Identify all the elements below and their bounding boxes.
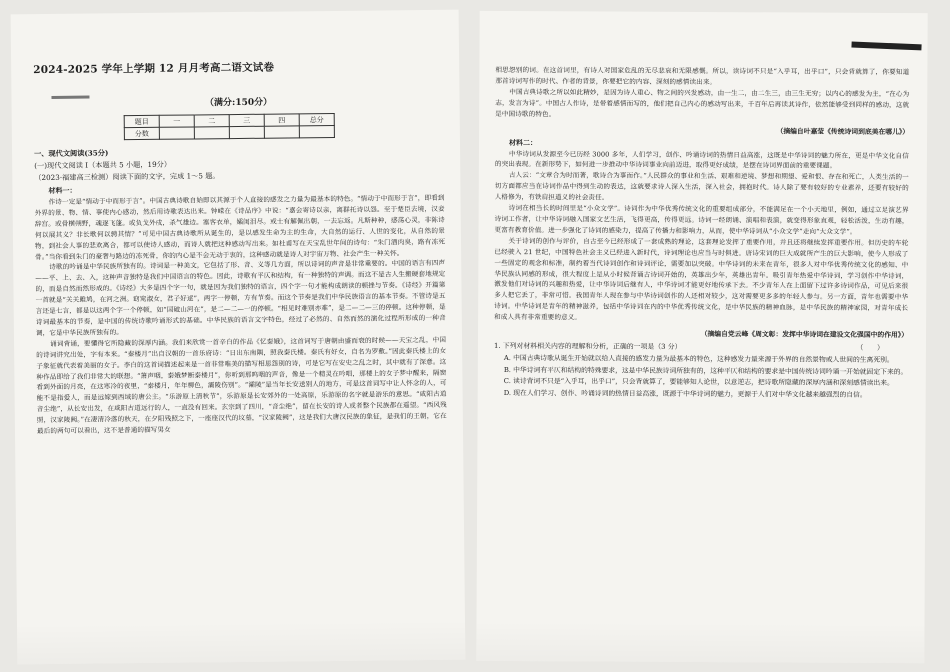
answer-blank: （ ） bbox=[856, 343, 884, 352]
score-cell: 总分 bbox=[299, 113, 334, 125]
score-cell bbox=[194, 127, 229, 139]
option-b: B. 中华诗词有平仄和结构的特殊要求，这是中华民族诗词所独有的，这种平仄和结构的要求是中国传统诗词吟诵一开始就固定下来的。 bbox=[503, 365, 908, 376]
left-exam-page bbox=[11, 10, 466, 665]
score-cell bbox=[264, 126, 299, 138]
page-shadow bbox=[17, 620, 465, 665]
material-label: 材料二： bbox=[508, 137, 538, 147]
body-paragraph: 古人云：“文章合为时而著，歌诗合为事而作。”人民群众的事业和生活、艰难和逆境、梦想和期望、爱和恨、存在和死亡，人类生活的一切方面都应当在诗词作品中得到生动的表达，这就要求诗人深入生活，深入社会，拥抱时代。诗人除了要有较好的专业素养，还要有较好的人格修为，有铁肩担道义的社会责任。 bbox=[494, 171, 909, 202]
option-a: A. 中国古典诗歌从诞生开始就以给人直接的感发力量为最基本的特色，这种感发力量来源于外界的自然景物或人世间的生离死别。 bbox=[503, 353, 894, 364]
citation: （摘编自党云峰《周文彰：发挥中华诗词在建设文化强国中的作用》） bbox=[700, 330, 909, 340]
body-paragraph: 诗歌的吟诵是中华民族所独有的。诗词是一种美文，它包括了形、音、义等几方面，所以诗词的声音是非常重要的。中国的语言有四声——平、上、去、入，这种声音独特是我们中国语言的特色。因此，诗歌有平仄和结构，有一种独特的声调。而这不是古人生搬硬套地规定的，而是自然而然形成的。《诗经》大多是四个字一句，就是因为我们独特的语言，四个字一句才能构成朗读的顿挫与节奏。《诗经》开篇第一首就是“关关雎鸠，在河之洲。窈窕淑女，君子好逑”，两字一停顿，方有节奏。而这个节奏是我们中华民族语言的基本节奏。不管诗是五言还是七言，都是以这两个字一个停顿，如“国破山河在”，是二—二—一的停顿。“相见时难别亦难”，是二—二—三的停顿。这种停顿，是诗词最基本的节奏，是中国的传统诗歌吟诵形式的基础。中华民族的语言文字特色，经过了必然的、自然而然的演化过程所形成的一种音调，它是中华民族所独有的。 bbox=[35, 259, 446, 337]
option-c: C. 读诗背词不只是“入乎耳，出乎口”，只会背就算了，要能够知人论世，以意逆志，把诗歌所隐藏的深厚内涵和深刻感情读出来。 bbox=[503, 377, 894, 388]
section-subheading: (一)现代文阅读 I（本题共 5 小题，19分） bbox=[34, 159, 172, 171]
score-table-value-row bbox=[124, 125, 334, 139]
score-cell: 分数 bbox=[124, 127, 159, 139]
score-cell: 题目 bbox=[124, 115, 159, 127]
scan-mark bbox=[851, 42, 921, 51]
score-cell: 三 bbox=[229, 114, 264, 126]
score-cell bbox=[229, 126, 264, 138]
body-paragraph: 中华诗词从发源至今已历经 3000 多年，人们学习，创作、吟诵诗词的热情日益高涨，这既是中华诗词的魅力所在，更是中华文化自信的突出表现。在新形势下，如何进一步推动中华诗词事业向前迈进，取得更好成绩，是摆在诗词界面前的重要课题。 bbox=[494, 149, 909, 171]
page-shadow bbox=[476, 621, 924, 663]
scan-mark bbox=[51, 96, 89, 99]
score-cell: 四 bbox=[264, 114, 299, 126]
right-exam-page bbox=[476, 11, 927, 663]
body-paragraph: 中国古典诗歌之所以如此精妙，是因为诗人重心、物之间的兴发感动，由一生二，由二生三，由三生无穷；以内心的感发为主，“在心为志，发言为诗”。中国古人作诗，是带着感情而写的，他们把自己内心的感动写出来，千百年后再读其诗作，依然能够受到同样的感动，这就是中国诗歌的特色。 bbox=[495, 87, 910, 118]
section-heading: 一、现代文阅读(35分) bbox=[34, 148, 109, 159]
score-cell: 二 bbox=[194, 115, 229, 127]
body-paragraph: 诗词在相当长的时间里是“小众文学”。诗词作为中华优秀传统文化的重要组成部分，不能满足在一个小天地里，例如，通过立足演艺界诗词工作者，让中华诗词融入国家文艺生活，飞得更高，传得更远。诗词一经朗诵、演唱和表演，就变得形象直观，轻松活泼，生动有趣，更富有教育价值。进一步强化了诗词的感染力，提高了传播力和影响力，从而，使中华诗词从“小众文学”走向“大众文学”。 bbox=[494, 204, 909, 236]
score-table bbox=[124, 113, 335, 140]
reading-instruction: （2023·福建高三检测）阅读下面的文字，完成 1～5 题。 bbox=[34, 171, 220, 183]
score-cell bbox=[159, 127, 194, 139]
citation: （摘编自叶嘉莹《传统诗词到底美在哪儿》） bbox=[776, 126, 910, 136]
exam-title: 2024-2025 学年上学期 12 月月考高二语文试卷 bbox=[33, 61, 275, 77]
full-score: （满分:150分） bbox=[204, 97, 273, 109]
score-cell bbox=[299, 125, 334, 137]
body-paragraph: 相思怨别的词。在这首词里，有诗人对国家危乱的无尽悲哀和无限感慨。所以，读诗词不只是“入乎耳，出乎口”，只会背就算了，你要知道那首诗词写作的时代、作者的背景，你要把它的内容、深刻的感情读出来。 bbox=[495, 65, 910, 86]
option-d: D. 现在人们学习、创作、吟诵诗词的热情日益高涨，既源于中华诗词的魅力，更源于人们对中华文化越来越强烈的自信。 bbox=[503, 389, 867, 400]
body-paragraph: 作诗一定是“情动于中而形于言”。中国古典诗歌自始即以其源于个人直接的感发之力量为最基本的特色。“情动于中而形于言”，即看到外界的景、物、情、事使内心感动，然后用诗歌表达出来。钟嵘在《诗品序》中说：“嘉会寄诗以亲，离群托诗以怨。至于楚臣去境，汉妾辞宫。或骨横朔野，魂逐飞蓬。或负戈外戍，杀气雄边。塞客衣单，孀闺泪尽。或士有解佩出朝，一去忘返。凡斯种种，感荡心灵，非陈诗何以展其义？非长歌何以骋其情？”可见中国古典诗歌所从诞生的，是以感发生命为主的生命，大自然的运行、人世的变化，从自然的景物，到社会人事的悲欢离合，都可以使诗人感动，而诗人就把这种感动写出来。如杜甫写在天宝乱世年间的诗句：“朱门酒肉臭，路有冻死骨。”当你看到朱门的豪奢与路边的冻死骨，你的内心是不会无动于衷的，这种感动就是诗人对宇宙万物、社会产生一种关怀。 bbox=[34, 193, 446, 261]
body-paragraph: 关于诗词的创作与评价，自古至今已经形成了一套成熟的理论，这套理论发挥了重要作用，并且还将继续发挥重要作用。但历史的车轮已经驶入 21 世纪，中国特色社会主义已经进入新时代，诗词理论也应当与时俱进。唐诗宋词的巨大成就所产生的巨大影响，使今人形成了一些固定的观念和标准，制约着当代诗词创作和诗词评论，需要加以突破。中华诗词的未来在青年，很多人对中华优秀传统文化的感知、中华民族认同感的形成，很大程度上是从小时候背诵古诗词开始的，英雄出少年，英雄出青年。吸引青年热爱中华诗词，学习创作中华诗词，激发他们对诗词的兴趣和热爱，让中华诗词后继有人，中华诗词才能更好地传承下去。不少青年人在上面留下过许多诗词作品，可见后来很多人把它丢了，非常可惜。我国青年人现在参与中华诗词创作的人还相对较少，这对需要更多多的年轻人参与。另一方面，青年也需要中华诗词。中华诗词是青年的精神滋养，包括中华诗词在内的中华优秀传统文化，是中华民族的精神血脉，是中华民族的精神家园，对青年成长和成人具有非常重要的意义。 bbox=[494, 236, 909, 322]
question-stem: 1. 下列对材料相关内容的理解和分析，正确的一项是（3 分） bbox=[493, 341, 682, 351]
score-cell: 一 bbox=[159, 115, 194, 127]
material-label: 材料一： bbox=[48, 185, 77, 195]
question bbox=[494, 341, 908, 354]
body-paragraph: 诵词背诵，要懂得它所隐藏的深厚内涵。我们来欣赏一首辛白的作品《忆秦娥》，这首词写于唐朝由盛而衰的时候——天宝之乱，中国的诗词讲究出处，字有本来。“秦楼月”出自汉朝的一首乐府诗：“日出东南隅，照我秦氏楼。秦氏有好女，自名为罗敷。”因此秦氏楼上的女子象征就代表着美丽的女子。李白的这首词描述起来是一首非常唯美的描写相思怨别的诗，可是它写在安史之乱之时，其中就有了深意。这种作品即给了我们非常大的联想。“箫声咽，秦娥梦断秦楼月”，你听到那呜咽的声音，像是一个精灵在吟唱，那楼上的女子梦中醒来，隔窗看到外面的月亮，在这寒冷的夜里，“秦楼月，年年柳色，灞陵伤别”。“灞陵”是当年长安送别人的地方，可是这首词写中让人怀念的人，可能不是指爱人，而是远嫁到西域的唐公主。“乐游原上清秋节”，乐游原是长安郊外的一处高原，乐游原的名字就是游乐的意思。“咸阳古道音尘绝”，从长安出发，在咸阳古道远行的人，一直没有回来。玄宗到了四川，“音尘绝”，留在长安的诗人或者整个民族都在遥望。“西风残照，汉家陵阙。”在凄清冷落的秋天，在夕阳残照之下，一座座汉代的坟墓，“汉家陵阙”，这是我们大唐汉民族的象征，是我们的王朝，它在最后的两句可以看出，这不是普通的描写男女 bbox=[36, 335, 447, 436]
